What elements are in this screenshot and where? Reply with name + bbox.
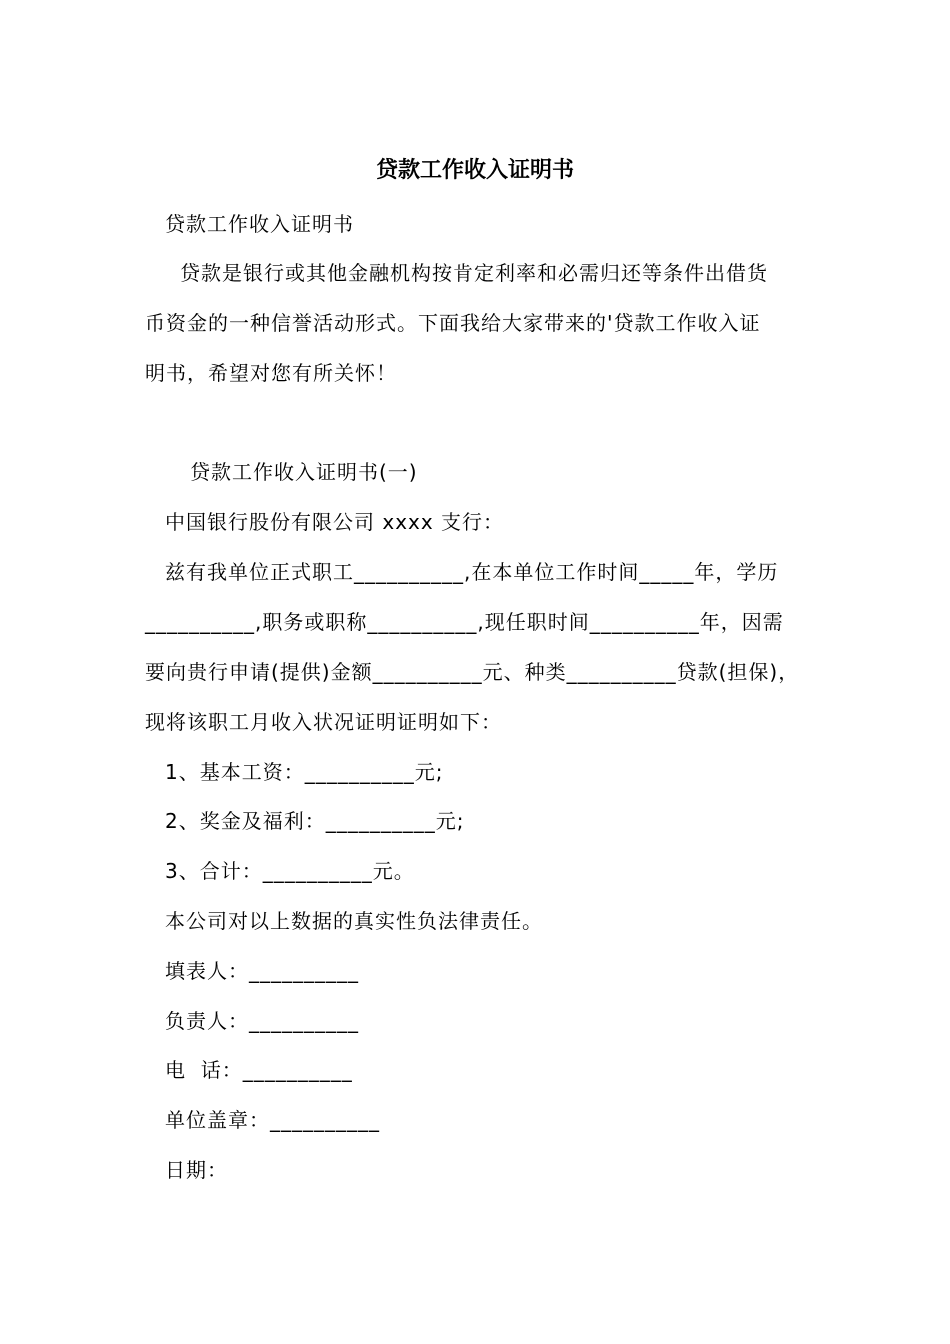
item-bonus: 2、奖金及福利：__________元; [165,809,465,833]
filler-field: 填表人：__________ [165,959,359,983]
body-line-4: 现将该职工月收入状况证明证明如下： [145,710,502,734]
section-heading: 贷款工作收入证明书(一) [190,460,418,484]
date-field: 日期： [165,1158,228,1182]
body-line-2: __________,职务或职称__________,现任职时间__________年，因需 [145,610,784,634]
addressee-line: 中国银行股份有限公司 xxxx 支行： [165,510,505,534]
subtitle-line: 贷款工作收入证明书 [165,212,354,236]
seal-field: 单位盖章：__________ [165,1108,380,1132]
responsible-field: 负责人：__________ [165,1009,359,1033]
body-line-3: 要向贵行申请(提供)金额__________元、种类__________贷款(担保)， [145,660,800,684]
liability-statement: 本公司对以上数据的真实性负法律责任。 [165,909,543,933]
item-total: 3、合计：__________元。 [165,859,415,883]
phone-field: 电 话：__________ [165,1058,353,1082]
document-title: 贷款工作收入证明书 [375,157,574,183]
intro-line-3: 明书，希望对您有所关怀！ [145,361,397,385]
item-basic-salary: 1、基本工资：__________元; [165,760,444,784]
intro-line-1: 贷款是银行或其他金融机构按肯定利率和必需归还等条件出借货 [180,261,768,285]
intro-line-2: 币资金的一种信誉活动形式。下面我给大家带来的'贷款工作收入证 [145,311,761,335]
body-line-1: 兹有我单位正式职工__________,在本单位工作时间_____年，学历 [165,560,779,584]
